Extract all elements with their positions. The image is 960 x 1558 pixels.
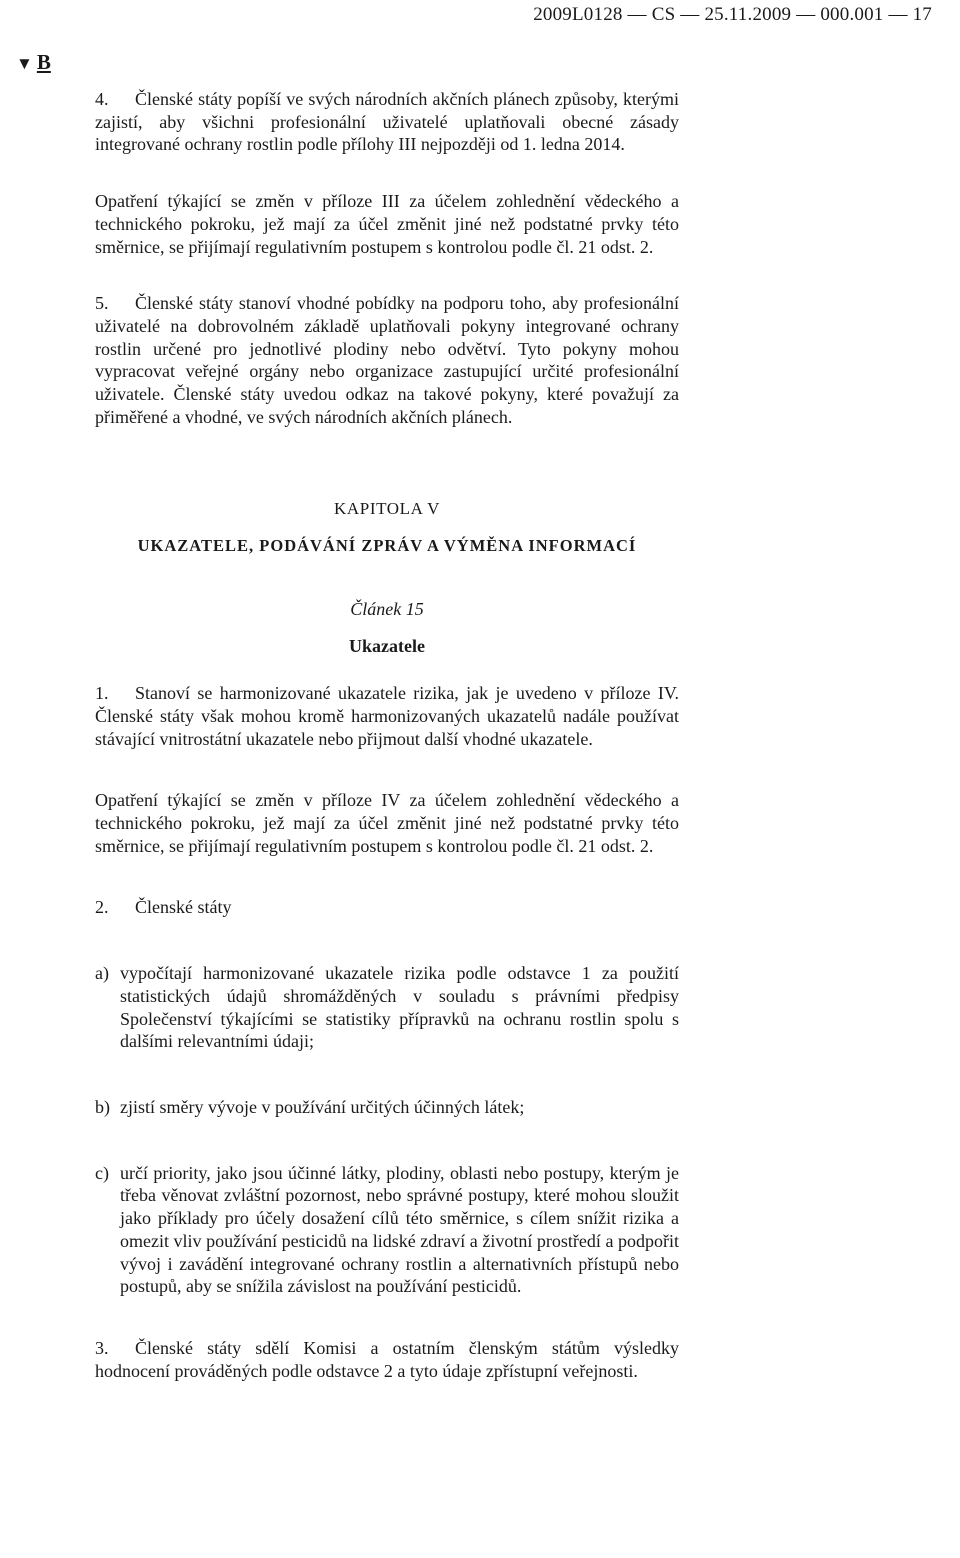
- list-marker: a): [95, 963, 109, 984]
- list-item-text: zjistí směry vývoje v používání určitých účinných látek;: [120, 1096, 525, 1117]
- article-paragraph-2: [95, 896, 679, 919]
- article-paragraph-1-measures: Opatření týkající se změn v příloze IV za účelem zohlednění vědeckého a technického pokroku, jež mají za účel změnit jiné než podstatné prvky této směrnice, se přijímají regulativním postupem s kontrolou podle čl. 21 odst. 2.: [95, 790, 679, 856]
- article-paragraph-1: [95, 682, 679, 750]
- paragraph-number: 2.: [95, 897, 109, 918]
- document-body: [95, 88, 679, 1382]
- list-item-c: [95, 1162, 679, 1298]
- list-marker: c): [95, 1162, 109, 1183]
- paragraph-text: Členské státy popíší ve svých národních akčních plánech způsoby, kterými zajistí, aby všichni profesionální uživatelé uplatňovali obecné zásady integrované ochrany rostlin podle přílohy III nejpozději od 1. ledna 2014.: [95, 89, 679, 155]
- paragraph-number: 4.: [95, 89, 109, 109]
- amendment-code: B: [36, 50, 51, 74]
- paragraph-number: 1.: [95, 683, 109, 704]
- running-head: 2009L0128 — CS — 25.11.2009 — 000.001 — 17: [533, 4, 932, 25]
- paragraph-number: 5.: [95, 293, 109, 314]
- list-item-a: [95, 962, 679, 1053]
- down-triangle-icon: ▼: [16, 54, 33, 73]
- paragraph-text: Členské státy stanoví vhodné pobídky na podporu toho, aby profesionální uživatelé na dobrovolném základě uplatňovali pokyny integrované ochrany rostlin určené pro jednotlivé plodiny nebo odvětví. Tyto pokyny mohou vypracovat veřejné orgány nebo organizace zastupující určité profesionální uživatele. Členské státy uvedou odkaz na takové pokyny, které považují za přiměřené a vhodné, ve svých národních akčních plánech.: [95, 293, 679, 427]
- chapter-title: UKAZATELE, PODÁVÁNÍ ZPRÁV A VÝMĚNA INFORMACÍ: [137, 536, 637, 556]
- paragraph-text: Stanoví se harmonizované ukazatele rizika, jak je uvedeno v příloze IV. Členské státy však mohou kromě harmonizovaných ukazatelů nadále používat stávající vnitrostátní ukazatele nebo přijmout další vhodné ukazatele.: [95, 683, 679, 749]
- paragraph-4-measures: Opatření týkající se změn v příloze III za účelem zohlednění vědeckého a technického pokroku, jež mají za účel změnit jiné než podstatné prvky této směrnice, se přijímají regulativním postupem s kontrolou podle čl. 21 odst. 2.: [95, 191, 679, 257]
- article-title: Ukazatele: [349, 635, 425, 656]
- article-paragraph-3: [95, 1337, 679, 1382]
- amendment-marker: [16, 50, 51, 75]
- paragraph-text: Členské státy sdělí Komisi a ostatním členským státům výsledky hodnocení prováděných podle odstavce 2 a tyto údaje zpřístupní veřejnosti.: [95, 1337, 679, 1381]
- paragraph-5: [95, 292, 679, 428]
- list-marker: b): [95, 1096, 110, 1117]
- paragraph-text: Členské státy: [135, 897, 232, 918]
- chapter-label: KAPITOLA V: [334, 499, 440, 519]
- list-item-text: vypočítají harmonizované ukazatele rizika podle odstavce 1 za použití statistických údajů shromážděných v souladu s právními předpisy Společenství týkajícími se statistiky přípravků na ochranu rostlin spolu s dalšími relevantními údaji;: [120, 963, 679, 1052]
- paragraph-4: [95, 88, 679, 156]
- list-item-text: určí priority, jako jsou účinné látky, plodiny, oblasti nebo postupy, kterým je třeba věnovat zvláštní pozornost, nebo správné postupy, které mohou sloužit jako příklady pro účely dosažení cílů této směrnice, s cílem snížit rizika a omezit vliv používání pesticidů na lidské zdraví a životní prostředí a podpořit vývoj i zavádění integrované ochrany rostlin a alternativních přístupů nebo postupů, aby se snížila závislost na používání pesticidů.: [120, 1162, 679, 1297]
- paragraph-number: 3.: [95, 1337, 109, 1358]
- list-item-b: [95, 1096, 679, 1119]
- article-number: Článek 15: [350, 598, 424, 619]
